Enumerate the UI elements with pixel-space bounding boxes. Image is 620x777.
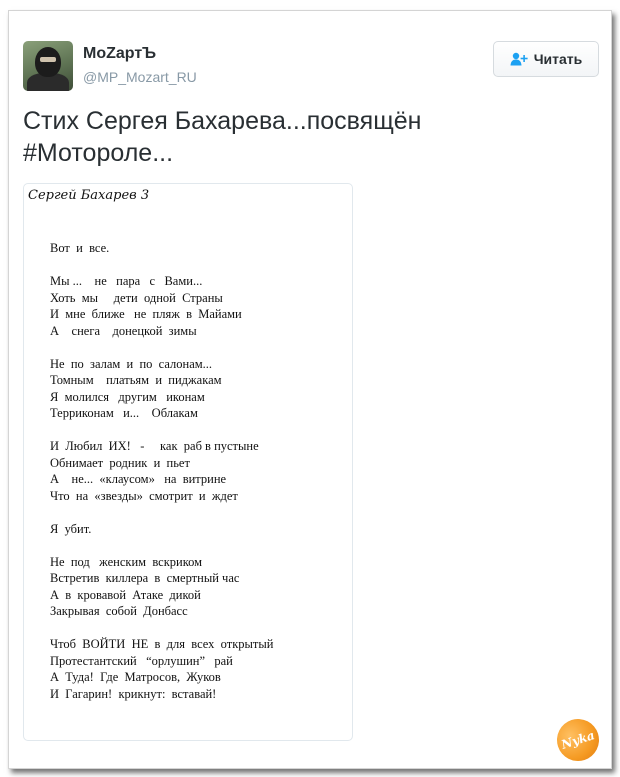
media-image[interactable] [23, 183, 353, 741]
poem-line: Обнимает родник и пьет [50, 455, 190, 470]
poem-line: Не под женским вскриком [50, 554, 203, 569]
avatar-masked-head [35, 47, 61, 77]
poem-stanza [50, 554, 346, 620]
poem-stanza [50, 273, 346, 339]
hashtag-link[interactable]: #Мотороле [23, 139, 153, 167]
poem-stanza [50, 438, 346, 504]
poem-stanza [50, 240, 346, 257]
poem-line: Не по залам и по салонам... [50, 356, 213, 371]
poem-heading: Сергей Бахарев 3 [28, 188, 150, 203]
poem-stanza [50, 356, 346, 422]
poem-line: А в кровавой Атаке дикой [50, 587, 201, 602]
poem-line: Что на «звезды» смотрит и ждет [50, 488, 238, 503]
poem-line: Томным платьям и пиджакам [50, 373, 222, 387]
poem-line: И Гагарин! крикнут: вставай! [50, 686, 217, 701]
follow-button[interactable] [493, 41, 599, 77]
poem-line: Мы ... не пара с Вами... [50, 274, 203, 288]
poem-stanza [50, 521, 346, 538]
poem-line: Протестантский “орлушин” рай [50, 653, 233, 668]
avatar-eye-slit [40, 57, 56, 62]
tweet-text [23, 105, 583, 169]
follow-button-label: Читать [533, 51, 583, 67]
tweet-card [8, 10, 612, 769]
tweet-text-ellipsis: ... [152, 139, 174, 167]
poem-line: И мне ближе не пляж в Майами [50, 307, 242, 321]
poem-line: Чтоб ВОЙТИ НЕ в для всех открытый [50, 637, 274, 651]
poem-line: Я молился другим иконам [50, 389, 205, 404]
poem-line: Я убит. [50, 521, 92, 536]
avatar[interactable] [23, 41, 73, 91]
poem-line: Терриконам и... Облакам [50, 406, 198, 420]
poem-body [50, 240, 346, 719]
poem-line: Хоть мы дети одной Страны [50, 290, 223, 305]
poem-line: А снега донецкой зимы [50, 323, 197, 338]
watermark-text: Nyka [559, 728, 597, 752]
tweet-text-line: Стих Сергея Бахарева...посвящён [23, 107, 422, 135]
add-user-icon [510, 52, 528, 66]
author-display-name[interactable]: MoZартЪ [83, 45, 157, 62]
author-handle[interactable]: @MP_Mozart_RU [83, 69, 197, 85]
poem-line: А не... «клаусом» на витрине [50, 472, 227, 486]
poem-line: А Туда! Где Матросов, Жуков [50, 670, 221, 684]
poem-line: Встретив киллера в смертный час [50, 571, 240, 585]
poem-line: Вот и все. [50, 241, 110, 255]
poem-line: И Любил ИХ! - как раб в пустыне [50, 439, 259, 453]
watermark-logo [552, 714, 605, 767]
poem-stanza [50, 636, 346, 702]
poem-line: Закрывая собой Донбасс [50, 604, 188, 618]
